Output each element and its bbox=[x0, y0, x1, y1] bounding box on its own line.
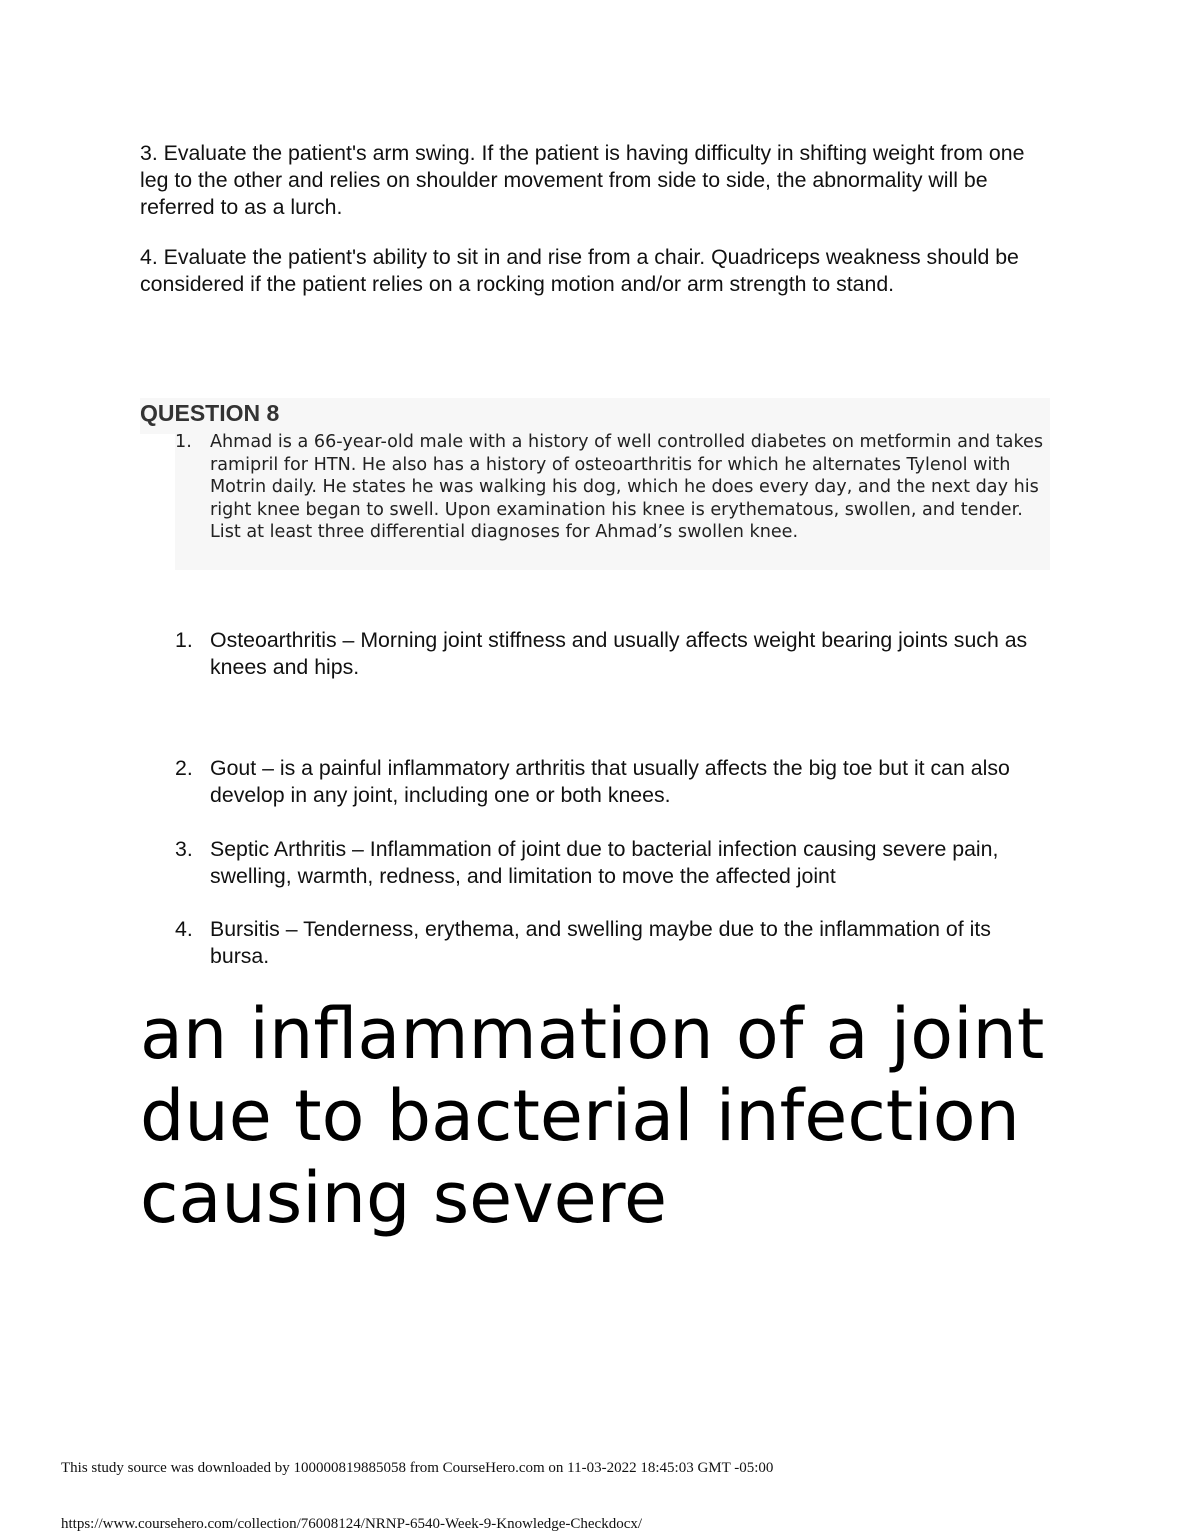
answer-number: 1. bbox=[175, 628, 193, 652]
answer-text: Septic Arthritis – Inflammation of joint due to bacterial infection causing severe pain, swelling, warmth, redness, and limitation to move the affected joint bbox=[210, 837, 999, 888]
question-block bbox=[140, 398, 1050, 570]
answer-text: Osteoarthritis – Morning joint stiffness and usually affects weight bearing joints such as knees and hips. bbox=[210, 628, 1028, 679]
answer-text: Gout – is a painful inflammatory arthritis that usually affects the big toe but it can also develop in any joint, including one or both knees. bbox=[210, 756, 1010, 807]
question-text: Ahmad is a 66-year-old male with a history of well controlled diabetes on metformin and takes ramipril for HTN. He also has a history of osteoarthritis for which he alternates Tylenol with Motrin daily. He states he was walking his dog, which he does every day, and the next day his right knee began to swell. Upon examination his knee is erythematous, swollen, and tender. List at least three differential diagnoses for Ahmad’s swollen knee. bbox=[210, 432, 1043, 543]
question-title: QUESTION 8 bbox=[140, 398, 1050, 434]
answer-number: 2. bbox=[175, 756, 193, 780]
question-prompt bbox=[175, 434, 1050, 570]
answer-text: Bursitis – Tenderness, erythema, and swelling maybe due to the inflammation of its bursa. bbox=[210, 917, 991, 968]
step-3-paragraph: 3. Evaluate the patient's arm swing. If the patient is having difficulty in shifting weight from one leg to the other and relies on shoulder movement from side to side, the abnormality will be referred to as a lurch. bbox=[140, 141, 1025, 219]
download-source-notice: This study source was downloaded by 100000819885058 from CourseHero.com on 11-03-2022 18:45:03 GMT -05:00 bbox=[61, 1460, 774, 1476]
highlighted-excerpt: an inflammation of a joint due to bacterial infection causing severe bbox=[140, 993, 1045, 1239]
answer-number: 4. bbox=[175, 917, 193, 941]
step-4-paragraph: 4. Evaluate the patient's ability to sit in and rise from a chair. Quadriceps weakness should be considered if the patient relies on a rocking motion and/or arm strength to stand. bbox=[140, 245, 1019, 296]
source-url[interactable]: https://www.coursehero.com/collection/76008124/NRNP-6540-Week-9-Knowledge-Checkdocx/ bbox=[61, 1516, 643, 1532]
answer-number: 3. bbox=[175, 837, 193, 861]
question-number: 1. bbox=[175, 432, 192, 452]
